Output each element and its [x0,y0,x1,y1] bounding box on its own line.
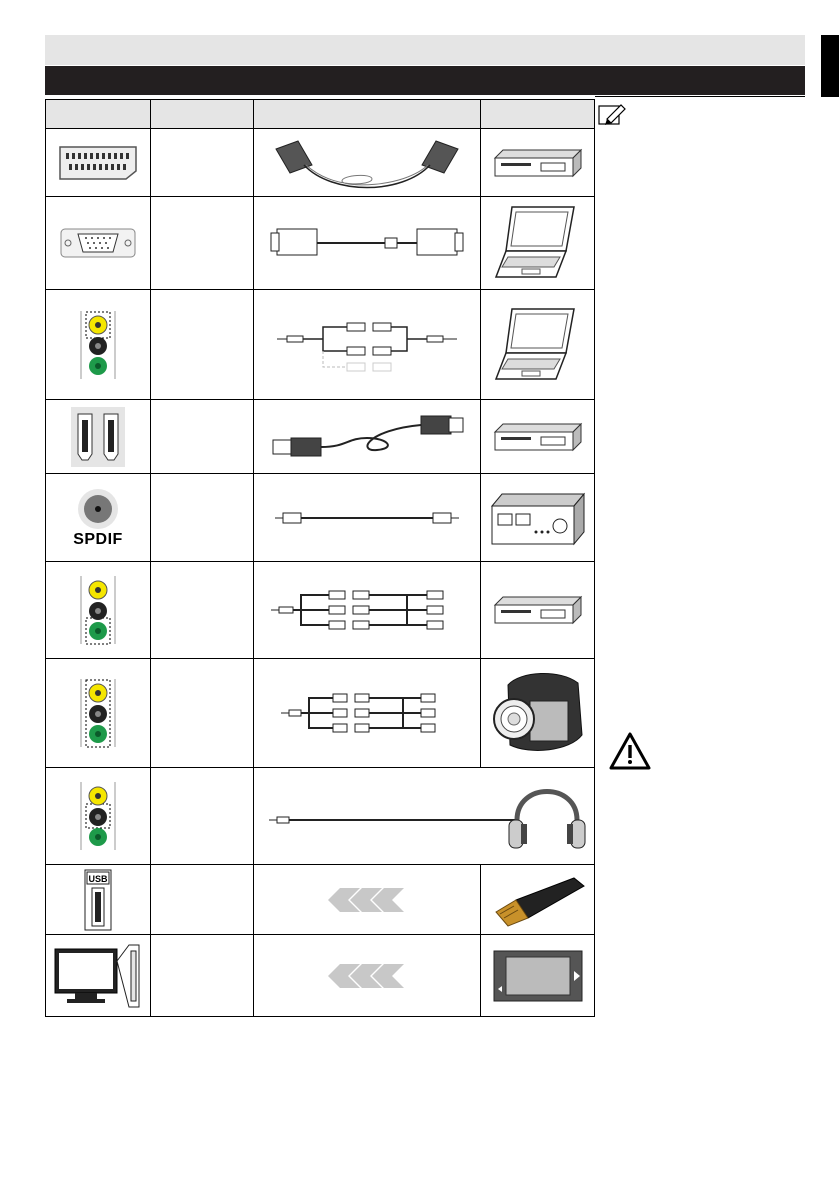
connection-type-cell [151,129,254,197]
tv-ci-slot-icon [51,941,145,1011]
column-header [46,100,151,129]
column-header [481,100,595,129]
connection-type-cell [151,474,254,562]
audio-amplifier-icon [488,488,588,548]
header-band [45,35,805,65]
note-rule [595,96,805,97]
av-cable-icon [267,585,467,635]
scart-cable-icon [262,135,472,191]
headphone-cable-icon [259,776,589,856]
laptop-icon [494,305,582,385]
dvd-recorder-icon [491,144,585,182]
column-header [254,100,481,129]
pc-audio-cable-icon [267,315,467,375]
camcorder-icon [490,665,586,761]
dvd-recorder-icon [491,418,585,456]
connection-type-cell [151,562,254,659]
av-jack-panel-icon [73,570,123,650]
av-jack-panel-icon [73,673,123,753]
table-row [46,474,595,562]
connection-type-cell [151,935,254,1017]
connection-type-cell [151,659,254,768]
table-row [46,129,595,197]
table-row [46,659,595,768]
header-bar [45,66,805,95]
connection-type-cell [151,290,254,400]
usb-stick-icon [488,872,588,928]
connection-type-cell [151,197,254,290]
connection-type-cell [151,768,254,865]
scart-port-icon [56,143,140,183]
connection-type-cell [151,400,254,474]
table-row [46,865,595,935]
column-header [151,100,254,129]
pencil-note-icon [597,101,627,127]
insert-arrows-icon [322,886,412,914]
spdif-port-icon [76,487,120,531]
table-row [46,290,595,400]
table-row [46,935,595,1017]
warning-icon [608,731,652,771]
connection-table [45,99,595,1017]
dvd-recorder-icon [491,591,585,629]
table-row [46,768,595,865]
coaxial-cable-icon [267,506,467,530]
usb-label: USB [88,873,108,884]
av-jack-panel-icon [73,776,123,856]
connection-type-cell [151,865,254,935]
component-cable-icon [277,688,457,738]
table-header-row [46,100,595,129]
spdif-label: SPDIF [73,530,123,548]
hdmi-port-icon [68,404,128,470]
laptop-icon [494,203,582,283]
hdmi-cable-icon [267,410,467,464]
page-tab [821,35,839,97]
av-jack-panel-icon [73,305,123,385]
insert-arrows-icon [322,962,412,990]
cam-module-icon [492,949,584,1003]
usb-port-icon [83,868,113,932]
vga-port-icon [58,223,138,263]
vga-cable-icon [267,221,467,265]
table-row [46,562,595,659]
table-row [46,400,595,474]
table-row [46,197,595,290]
